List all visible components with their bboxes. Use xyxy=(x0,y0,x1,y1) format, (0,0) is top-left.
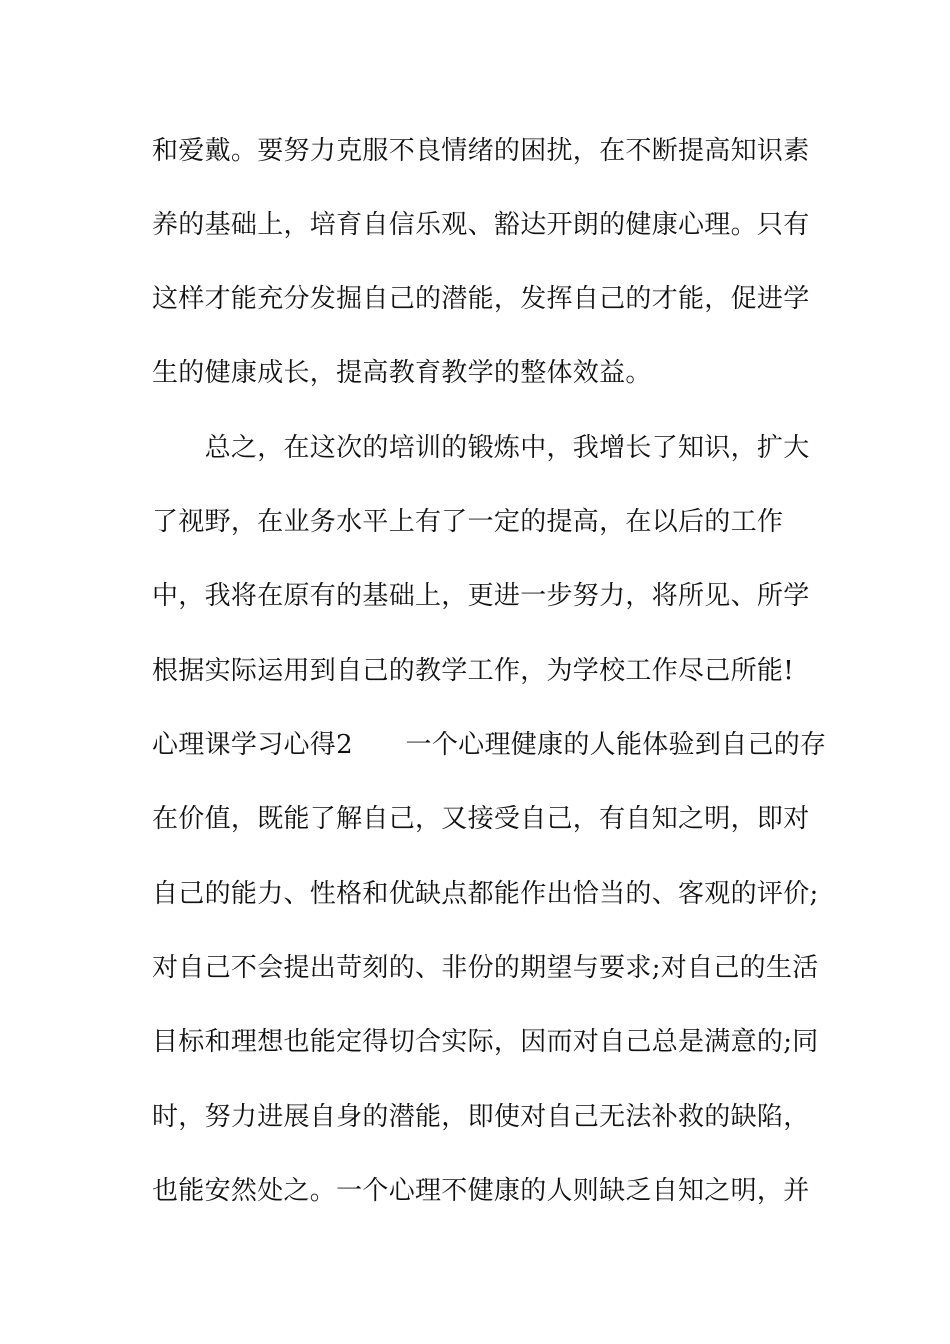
text-line: 生的健康成长，提高教育教学的整体效益。 xyxy=(152,358,652,388)
text-line: 也能安然处之。一个心理不健康的人则缺乏自知之明，并 xyxy=(152,1176,810,1206)
text-line: 养的基础上，培育自信乐观、豁达开朗的健康心理。只有 xyxy=(152,210,810,240)
paragraph-first-line: 总之，在这次的培训的锻炼中，我增长了知识，扩大 xyxy=(152,433,810,463)
text-line: 对自己不会提出苛刻的、非份的期望与要求;对自己的生活 xyxy=(152,953,819,983)
text-line: 这样才能充分发掘自己的潜能，发挥自己的才能，促进学 xyxy=(152,284,810,314)
text-line: 目标和理想也能定得切合实际，因而对自己总是满意的;同 xyxy=(152,1027,819,1057)
text-line: 中，我将在原有的基础上，更进一步努力，将所见、所学 xyxy=(152,581,810,611)
text-line: 在价值，既能了解自己，又接受自己，有自知之明，即对 xyxy=(152,804,810,834)
section-heading-line: 心理课学习心得2 一个心理健康的人能体验到自己的存 xyxy=(152,730,827,760)
text-line: 根据实际运用到自己的教学工作，为学校工作尽己所能! xyxy=(152,656,794,686)
text-line: 自己的能力、性格和优缺点都能作出恰当的、客观的评价; xyxy=(152,879,819,909)
text-line: 和爱戴。要努力克服不良情绪的困扰，在不断提高知识素 xyxy=(152,136,810,166)
text-line: 时，努力进展自身的潜能，即使对自己无法补救的缺陷， xyxy=(152,1102,810,1132)
text-line: 了视野，在业务水平上有了一定的提高，在以后的工作 xyxy=(152,507,784,537)
